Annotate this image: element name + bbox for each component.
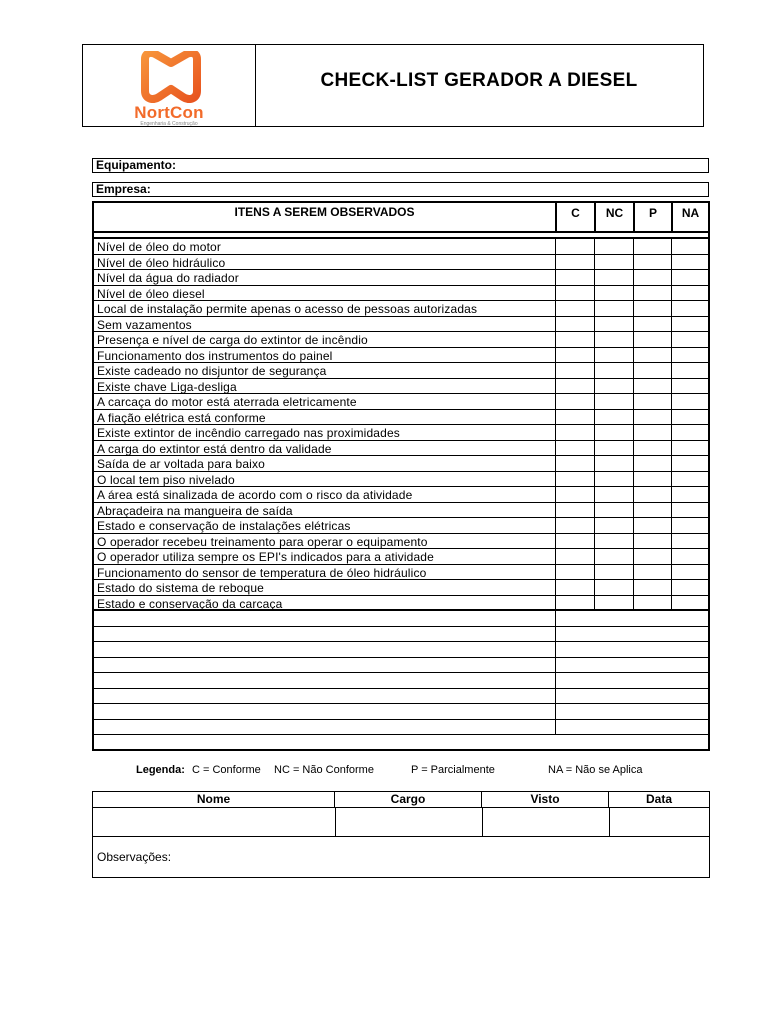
blank-row-divider <box>555 673 556 688</box>
document-header <box>82 44 704 127</box>
checklist-cell-c[interactable] <box>555 456 594 471</box>
checklist-blank-row <box>94 735 708 751</box>
checklist-blank-row <box>94 642 708 658</box>
checklist-cell-p[interactable] <box>633 394 671 409</box>
checklist-cell-nc[interactable] <box>594 503 633 518</box>
checklist-row <box>94 425 708 441</box>
checklist-cell-c[interactable] <box>555 379 594 394</box>
checklist-cell-c[interactable] <box>555 286 594 301</box>
checklist-cell-p[interactable] <box>633 255 671 270</box>
brand-tagline: Engenharia & Construção <box>140 121 198 127</box>
checklist-cell-nc[interactable] <box>594 286 633 301</box>
checklist-cell-p[interactable] <box>633 487 671 502</box>
empresa-label: Empresa: <box>96 182 151 196</box>
checklist-cell-p[interactable] <box>633 270 671 285</box>
checklist-cell-p[interactable] <box>633 580 671 595</box>
checklist-cell-na[interactable] <box>671 255 708 270</box>
checklist-item-label: Nível de óleo do motor <box>97 240 222 254</box>
checklist-cell-p[interactable] <box>633 549 671 564</box>
checklist-cell-nc[interactable] <box>594 394 633 409</box>
checklist-blank-row <box>94 689 708 705</box>
checklist-cell-na[interactable] <box>671 410 708 425</box>
equipamento-field[interactable] <box>92 158 709 173</box>
checklist-cell-nc[interactable] <box>594 580 633 595</box>
checklist-row <box>94 317 708 333</box>
checklist-cell-nc[interactable] <box>594 363 633 378</box>
checklist-cell-na[interactable] <box>671 301 708 316</box>
checklist-cell-na[interactable] <box>671 503 708 518</box>
checklist-item-label: O operador recebeu treinamento para operar o equipamento <box>97 534 428 549</box>
checklist-cell-nc[interactable] <box>594 534 633 549</box>
checklist-cell-nc[interactable] <box>594 456 633 471</box>
blank-row-divider <box>555 658 556 673</box>
checklist-cell-na[interactable] <box>671 549 708 564</box>
signature-table <box>92 791 710 878</box>
checklist-cell-c[interactable] <box>555 472 594 487</box>
sign-col-nome: Nome <box>93 792 335 807</box>
checklist-cell-na[interactable] <box>671 363 708 378</box>
checklist-cell-nc[interactable] <box>594 332 633 347</box>
checklist-row <box>94 441 708 457</box>
checklist-cell-c[interactable] <box>555 503 594 518</box>
checklist-cell-na[interactable] <box>671 596 708 610</box>
checklist-cell-na[interactable] <box>671 239 708 254</box>
checklist-cell-c[interactable] <box>555 348 594 363</box>
checklist-cell-c[interactable] <box>555 270 594 285</box>
checklist-cell-c[interactable] <box>555 565 594 580</box>
checklist-cell-na[interactable] <box>671 534 708 549</box>
checklist-cell-p[interactable] <box>633 518 671 533</box>
checklist-cell-c[interactable] <box>555 580 594 595</box>
checklist-cell-c[interactable] <box>555 549 594 564</box>
checklist-cell-na[interactable] <box>671 348 708 363</box>
checklist-item-label: Saída de ar voltada para baixo <box>97 457 265 471</box>
blank-row-divider <box>555 720 556 735</box>
checklist-blank-row <box>94 673 708 689</box>
checklist-item-label: A área está sinalizada de acordo com o risco da atividade <box>97 488 413 502</box>
blank-row-divider <box>555 689 556 704</box>
legend-p: P = Parcialmente <box>411 764 495 776</box>
checklist-item-label: Nível da água do radiador <box>97 271 239 285</box>
blank-row-divider <box>555 642 556 657</box>
checklist-row <box>94 379 708 395</box>
checklist-cell-p[interactable] <box>633 441 671 456</box>
checklist-cell-c[interactable] <box>555 487 594 502</box>
legend-na: NA = Não se Aplica <box>548 764 643 776</box>
checklist-row <box>94 487 708 503</box>
checklist-blank-row <box>94 704 708 720</box>
checklist-cell-c[interactable] <box>555 534 594 549</box>
legend-c: C = Conforme <box>192 764 261 776</box>
checklist-cell-p[interactable] <box>633 332 671 347</box>
checklist-item-label: Existe extintor de incêndio carregado nas proximidades <box>97 426 400 440</box>
checklist-blank-row <box>94 611 708 627</box>
empresa-field[interactable] <box>92 182 709 197</box>
header-col-nc: NC <box>594 203 633 231</box>
sign-divider <box>93 807 709 808</box>
checklist-row <box>94 518 708 534</box>
checklist-cell-p[interactable] <box>633 503 671 518</box>
sign-cell-divider <box>335 807 336 836</box>
checklist-row <box>94 363 708 379</box>
checklist-cell-p[interactable] <box>633 301 671 316</box>
checklist-row <box>94 410 708 426</box>
checklist-cell-nc[interactable] <box>594 301 633 316</box>
header-col-c: C <box>555 203 594 231</box>
checklist-cell-c[interactable] <box>555 332 594 347</box>
checklist-cell-na[interactable] <box>671 472 708 487</box>
checklist-cell-na[interactable] <box>671 270 708 285</box>
checklist-cell-p[interactable] <box>633 348 671 363</box>
checklist-cell-c[interactable] <box>555 596 594 610</box>
checklist-cell-nc[interactable] <box>594 379 633 394</box>
observacoes-label: Observações: <box>97 850 172 864</box>
checklist-cell-nc[interactable] <box>594 487 633 502</box>
checklist-cell-c[interactable] <box>555 394 594 409</box>
checklist-row <box>94 348 708 364</box>
equipamento-label: Equipamento: <box>96 158 176 172</box>
checklist-item-label: Nível de óleo hidráulico <box>97 255 226 270</box>
header-col-na: NA <box>671 203 708 231</box>
checklist-cell-na[interactable] <box>671 394 708 409</box>
checklist-cell-c[interactable] <box>555 441 594 456</box>
sign-col-cargo: Cargo <box>335 792 482 807</box>
checklist-item-label: Existe cadeado no disjuntor de segurança <box>97 364 327 378</box>
checklist-blank-row <box>94 658 708 674</box>
checklist-cell-na[interactable] <box>671 456 708 471</box>
checklist-item-label: O operador utiliza sempre os EPI's indicados para a atividade <box>97 550 434 564</box>
checklist-header <box>94 203 708 233</box>
checklist-blank-row <box>94 627 708 643</box>
checklist-cell-p[interactable] <box>633 534 671 549</box>
page-title: CHECK-LIST GERADOR A DIESEL <box>320 70 638 91</box>
checklist-row <box>94 286 708 302</box>
checklist-row <box>94 534 708 550</box>
header-col-p: P <box>633 203 671 231</box>
checklist-row <box>94 394 708 410</box>
checklist-cell-p[interactable] <box>633 286 671 301</box>
checklist-item-label: Estado e conservação de instalações elétricas <box>97 519 351 533</box>
checklist-row <box>94 596 708 612</box>
checklist-row <box>94 255 708 271</box>
checklist-cell-p[interactable] <box>633 239 671 254</box>
checklist-cell-na[interactable] <box>671 580 708 595</box>
checklist-blank-row <box>94 720 708 736</box>
checklist-item-label: Existe chave Liga-desliga <box>97 379 237 394</box>
blank-row-divider <box>555 627 556 642</box>
checklist-cell-nc[interactable] <box>594 518 633 533</box>
checklist-cell-p[interactable] <box>633 363 671 378</box>
nortcon-logo-icon <box>131 51 211 103</box>
blank-row-divider <box>555 704 556 719</box>
checklist-cell-na[interactable] <box>671 425 708 440</box>
checklist-cell-na[interactable] <box>671 317 708 332</box>
checklist-row <box>94 580 708 596</box>
checklist-cell-c[interactable] <box>555 518 594 533</box>
checklist-cell-nc[interactable] <box>594 425 633 440</box>
checklist-cell-nc[interactable] <box>594 410 633 425</box>
legend-label: Legenda: <box>136 764 185 776</box>
checklist-cell-p[interactable] <box>633 317 671 332</box>
checklist-item-label: Nível de óleo diesel <box>97 286 205 301</box>
sign-cell-divider <box>482 807 483 836</box>
checklist-cell-nc[interactable] <box>594 549 633 564</box>
checklist-table <box>92 201 710 751</box>
checklist-item-label: Estado e conservação da carcaça <box>97 596 283 611</box>
checklist-cell-nc[interactable] <box>594 565 633 580</box>
checklist-row <box>94 270 708 286</box>
sign-col-data: Data <box>645 792 672 806</box>
checklist-row <box>94 301 708 317</box>
checklist-cell-p[interactable] <box>633 425 671 440</box>
checklist-item-label: Estado do sistema de reboque <box>97 581 264 595</box>
checklist-cell-c[interactable] <box>555 410 594 425</box>
checklist-cell-nc[interactable] <box>594 596 633 610</box>
checklist-body <box>94 237 708 751</box>
checklist-cell-p[interactable] <box>633 379 671 394</box>
checklist-item-label: A fiação elétrica está conforme <box>97 410 266 425</box>
sign-col-visto: Visto <box>482 792 609 807</box>
checklist-cell-c[interactable] <box>555 255 594 270</box>
checklist-cell-nc[interactable] <box>594 239 633 254</box>
checklist-cell-na[interactable] <box>671 286 708 301</box>
checklist-cell-p[interactable] <box>633 410 671 425</box>
checklist-cell-nc[interactable] <box>594 348 633 363</box>
checklist-cell-p[interactable] <box>633 596 671 610</box>
checklist-row <box>94 565 708 581</box>
checklist-item-label: A carcaça do motor está aterrada eletricamente <box>97 395 357 409</box>
checklist-row <box>94 549 708 565</box>
checklist-row <box>94 332 708 348</box>
checklist-cell-na[interactable] <box>671 487 708 502</box>
checklist-item-label: Abraçadeira na mangueira de saída <box>97 503 293 518</box>
checklist-item-label: Presença e nível de carga do extintor de incêndio <box>97 333 368 347</box>
checklist-cell-nc[interactable] <box>594 472 633 487</box>
checklist-row <box>94 472 708 488</box>
checklist-item-label: Funcionamento do sensor de temperatura de óleo hidráulico <box>97 565 427 580</box>
checklist-cell-c[interactable] <box>555 239 594 254</box>
checklist-row <box>94 503 708 519</box>
checklist-cell-nc[interactable] <box>594 270 633 285</box>
checklist-cell-na[interactable] <box>671 441 708 456</box>
logo <box>83 45 256 126</box>
checklist-cell-nc[interactable] <box>594 255 633 270</box>
checklist-item-label: Funcionamento dos instrumentos do painel <box>97 348 333 363</box>
checklist-cell-nc[interactable] <box>594 317 633 332</box>
checklist-row <box>94 239 708 255</box>
checklist-cell-na[interactable] <box>671 518 708 533</box>
checklist-cell-c[interactable] <box>555 363 594 378</box>
header-items: ITENS A SEREM OBSERVADOS <box>234 205 415 219</box>
checklist-cell-na[interactable] <box>671 332 708 347</box>
sign-divider <box>93 836 709 837</box>
checklist-cell-na[interactable] <box>671 565 708 580</box>
legend-nc: NC = Não Conforme <box>274 764 374 776</box>
checklist-item-label: O local tem piso nivelado <box>97 472 235 487</box>
checklist-item-label: Local de instalação permite apenas o acesso de pessoas autorizadas <box>97 302 478 316</box>
checklist-cell-p[interactable] <box>633 565 671 580</box>
checklist-cell-nc[interactable] <box>594 441 633 456</box>
checklist-item-label: A carga do extintor está dentro da validade <box>97 441 332 456</box>
blank-row-divider <box>555 611 556 626</box>
checklist-cell-p[interactable] <box>633 472 671 487</box>
checklist-cell-c[interactable] <box>555 317 594 332</box>
checklist-cell-p[interactable] <box>633 456 671 471</box>
checklist-row <box>94 456 708 472</box>
checklist-cell-c[interactable] <box>555 425 594 440</box>
brand-name: NortCon <box>134 103 204 122</box>
checklist-cell-na[interactable] <box>671 379 708 394</box>
checklist-item-label: Sem vazamentos <box>97 317 192 332</box>
checklist-cell-c[interactable] <box>555 301 594 316</box>
sign-cell-divider <box>609 807 610 836</box>
